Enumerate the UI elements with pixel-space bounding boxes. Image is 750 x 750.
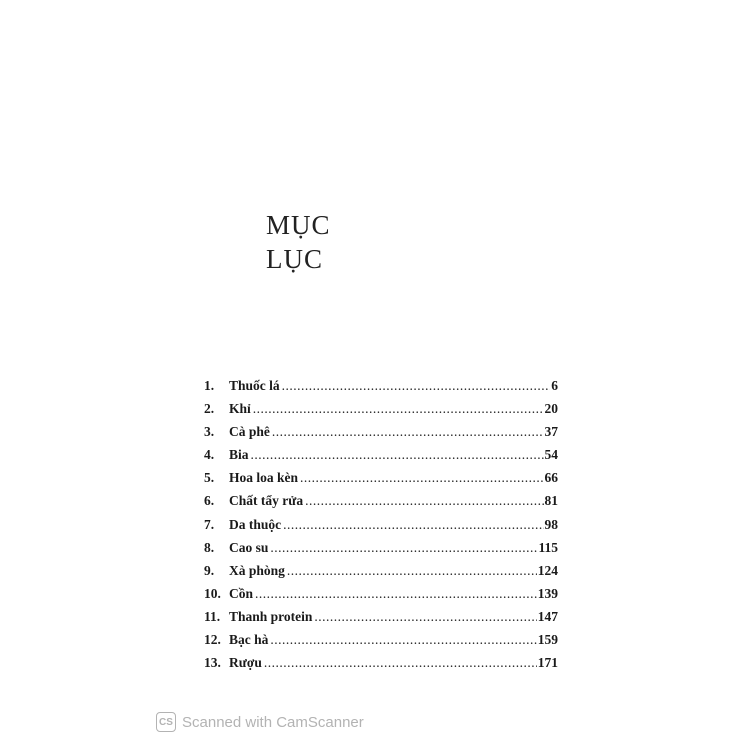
- toc-entry-number: 9.: [204, 562, 215, 578]
- page-title: [266, 208, 331, 276]
- toc-entry: [204, 586, 558, 609]
- toc-entry-title: Bia: [229, 447, 249, 463]
- toc-entry-title: Hoa loa kèn: [229, 470, 299, 486]
- toc-entry-page: 115: [538, 539, 558, 555]
- toc-entry: [204, 378, 558, 401]
- toc-entry-title: Cồn: [229, 585, 254, 601]
- toc-entry: [204, 655, 558, 678]
- toc-entry: [204, 424, 558, 447]
- toc-entry: [204, 540, 558, 563]
- toc-entry-number: 1.: [204, 378, 215, 393]
- toc-dot-leader: [255, 586, 537, 602]
- toc-dot-leader: [282, 378, 551, 394]
- toc-entry-page: 66: [544, 470, 558, 486]
- toc-entry-number: 11.: [204, 608, 221, 624]
- toc-entry-page: 98: [544, 516, 558, 532]
- toc-entry-title: Cà phê: [229, 424, 270, 440]
- toc-entry-title: Xà phòng: [229, 562, 285, 578]
- toc-entry-title: Chất tẩy rửa: [229, 493, 304, 509]
- toc-entry-title: Khỉ: [229, 401, 251, 417]
- toc-entry-number: 8.: [204, 539, 215, 555]
- toc-entry-title: Da thuộc: [229, 516, 282, 532]
- toc-dot-leader: [305, 493, 543, 509]
- toc-entry: [204, 632, 558, 655]
- toc-dot-leader: [251, 447, 544, 463]
- toc-entry-page: 147: [537, 608, 558, 624]
- toc-entry-page: 171: [537, 655, 558, 671]
- toc-entry: [204, 609, 558, 632]
- toc-entry-page: 37: [544, 424, 558, 440]
- toc-dot-leader: [287, 563, 537, 579]
- title-line-2: LỤC: [266, 244, 323, 274]
- toc-entry-title: Bạc hà: [229, 632, 269, 648]
- toc-entry-number: 13.: [204, 655, 221, 671]
- toc-entry: [204, 563, 558, 586]
- toc-entry-page: 20: [544, 401, 558, 417]
- toc-entry-number: 10.: [204, 585, 221, 601]
- toc-entry-page: 81: [544, 493, 558, 509]
- toc-dot-leader: [272, 424, 544, 440]
- toc-dot-leader: [300, 470, 543, 486]
- scanner-watermark: [156, 712, 364, 732]
- toc-entry-number: 12.: [204, 632, 221, 648]
- toc-entry-number: 2.: [204, 401, 215, 417]
- title-line-1: MỤC: [266, 210, 331, 240]
- toc-entry-page: 6: [551, 378, 558, 393]
- watermark-text: Scanned with CamScanner: [182, 713, 364, 731]
- toc-entry-title: Thanh protein: [229, 608, 313, 624]
- toc-entry-page: 139: [537, 585, 558, 601]
- toc-dot-leader: [270, 540, 537, 556]
- table-of-contents: [204, 378, 558, 678]
- toc-entry-page: 54: [544, 447, 558, 463]
- toc-entry-number: 6.: [204, 493, 215, 509]
- toc-entry: [204, 447, 558, 470]
- toc-entry-number: 7.: [204, 516, 215, 532]
- toc-dot-leader: [264, 655, 537, 671]
- toc-entry-page: 124: [537, 562, 558, 578]
- toc-entry-title: Cao su: [229, 539, 269, 555]
- toc-dot-leader: [283, 517, 543, 533]
- toc-entry-number: 3.: [204, 424, 215, 440]
- toc-dot-leader: [270, 632, 536, 648]
- toc-entry-number: 4.: [204, 447, 215, 463]
- toc-entry: [204, 470, 558, 493]
- toc-dot-leader: [314, 609, 536, 625]
- toc-entry-page: 159: [537, 632, 558, 648]
- toc-entry: [204, 401, 558, 424]
- toc-entry-title: Rượu: [229, 655, 262, 671]
- camscanner-logo-icon: CS: [156, 712, 176, 732]
- toc-entry-number: 5.: [204, 470, 215, 486]
- toc-dot-leader: [253, 401, 544, 417]
- toc-entry: [204, 517, 558, 540]
- toc-entry-title: Thuốc lá: [229, 378, 280, 393]
- toc-entry: [204, 493, 558, 516]
